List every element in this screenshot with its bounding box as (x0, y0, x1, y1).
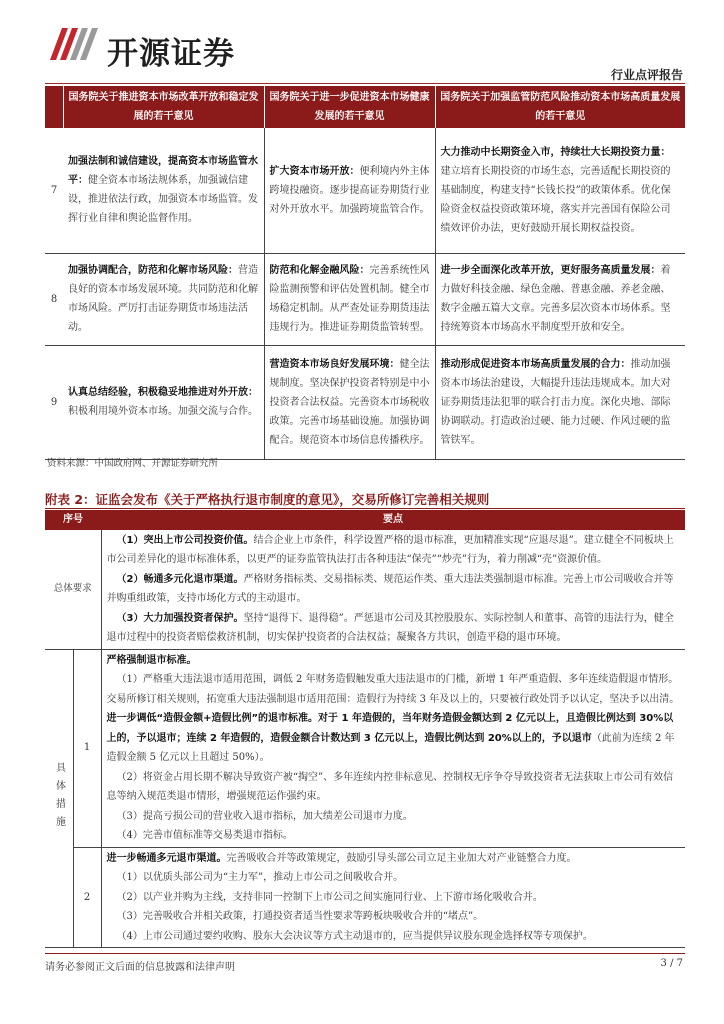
table-row-overall (45, 530, 685, 650)
table-cell: 认真总结经验，积极稳妥地推进对外开放：积极利用境外资本市场。加强交流与合作。 (63, 345, 264, 459)
page-footer (45, 958, 685, 973)
row-index: 7 (45, 128, 63, 253)
table-cell: 扩大资本市场开放：便利境内外主体跨境投融资。逐步提高证券期货行业对外开放水平。加强跨境监管合作。 (264, 128, 435, 253)
table-cell: 加强法制和诚信建设，提高资本市场监管水平：健全资本市场法规体系，加强诚信建设，推进依法行政，加强资本市场监管。发挥行业自律和舆论监督作用。 (63, 128, 264, 253)
table-cell: 严格强制退市标准。 （1）严格重大违法退市适用范围，调低 2 年财务造假触发重大违法退市的门槛，新增 1 年严重造假、多年连续造假退市情形。交易所修订相关规则，拓宽重大违法强制退市适用范围：造假行为持续 3 年及以上的，只要被行政处罚予以认定，坚决予以出清。进一步调低“造假金额+造假比例”的退市标准。对于 1 年造假的，当年财务造假金额达到 2 亿元以上，且造假比例达到 30%以上的，予以退市；连续 2 年造假的，造假金额合计数达到 3 亿元以上，造假比例达到 20%以上的，予以退市（此前为连续 2 年造假金额 5 亿元以上且超过 50%）。 （2）将资金占用长期不解决导致资产被“掏空”、多年连续内控非标意见、控制权无序争夺导致投资者无法获取上市公司有效信息等纳入规范类退市情形，增强规范运作强约束。 （3）提高亏损公司的营业收入退市指标，加大绩差公司退市力度。 （4）完善市值标准等交易类退市指标。 (101, 649, 685, 847)
table-header-row (45, 510, 685, 530)
section-divider (45, 508, 685, 509)
legal-disclaimer: 请务必参阅正文后面的信息披露和法律声明 (45, 962, 235, 973)
section-title: 附表 2：证监会发布《关于严格执行退市制度的意见》，交易所修订完善相关规则 (45, 492, 490, 507)
table-header-row (45, 86, 685, 128)
table-cell: 推动形成促进资本市场高质量发展的合力：推动加强资本市场法治建设，大幅提升违法违规成本。加大对证券期货违法犯罪的联合打击力度。深化央地、部际协调联动。打造政治过硬、能力过硬、作风过硬的监管铁军。 (435, 345, 685, 459)
table-cell: 大力推动中长期资金入市，持续壮大长期投资力量：建立培育长期投资的市场生态，完善适配长期投资的基础制度，构建支持“长钱长投”的政策体系。优化保险资金权益投资政策环境，落实并完善国有保险公司绩效评价办法，更好鼓励开展长期权益投资。 (435, 128, 685, 253)
policy-comparison-table (45, 86, 685, 460)
row-index: 8 (45, 253, 63, 345)
page-header (45, 18, 685, 80)
table-row-measure-1 (45, 649, 685, 847)
table-cell: 营造资本市场良好发展环境：健全法规制度。坚决保护投资者特别是中小投资者合法权益。完善资本市场税收政策。完善市场基础设施。加强协调配合。规范资本市场信息传播秩序。 (264, 345, 435, 459)
column-header-index (45, 86, 63, 128)
table-row (45, 128, 685, 253)
row-index: 2 (73, 847, 101, 948)
footer-divider (45, 953, 685, 954)
column-header-points: 要点 (101, 510, 685, 530)
brand-logo-icon (48, 24, 100, 64)
row-label-overall: 总体要求 (45, 530, 101, 650)
row-index: 9 (45, 345, 63, 459)
column-header-seq: 序号 (45, 510, 101, 530)
table-cell: 防范和化解金融风险：完善系统性风险监测预警和评估处置机制。健全市场稳定机制。从严查处证券期货违法违规行为。推进证券期货监管转型。 (264, 253, 435, 345)
delisting-rules-table (45, 510, 685, 948)
column-header: 国务院关于推进资本市场改革开放和稳定发展的若干意见 (63, 86, 264, 128)
column-header: 国务院关于进一步促进资本市场健康发展的若干意见 (264, 86, 435, 128)
row-index: 1 (73, 649, 101, 847)
row-label-measures: 具体措施 (45, 649, 73, 948)
table-row (45, 345, 685, 459)
table-cell: 进一步全面深化改革开放，更好服务高质量发展：着力做好科技金融、绿色金融、普惠金融、养老金融、数字金融五篇大文章。完善多层次资本市场体系。坚持统筹资本市场高水平制度型开放和安全。 (435, 253, 685, 345)
table-cell: 加强协调配合，防范和化解市场风险：营造良好的资本市场发展环境。共同防范和化解市场风险。严厉打击证券期货市场违法活动。 (63, 253, 264, 345)
table-source-note: 资料来源：中国政府网、开源证券研究所 (47, 458, 219, 469)
report-type: 行业点评报告 (610, 68, 683, 82)
header-divider (45, 83, 685, 84)
column-header: 国务院关于加强监管防范风险推动资本市场高质量发展的若干意见 (435, 86, 685, 128)
table-cell: （1）突出上市公司投资价值。结合企业上市条件，科学设置严格的退市标准，更加精准实现“应退尽退”。建立健全不同板块上市公司差异化的退市标准体系，以更严的证券监管执法打击各种违法“保壳”“炒壳”行为，着力削减“壳”资源价值。 （2）畅通多元化退市渠道。严格财务指标类、交易指标类、规范运作类、重大违法类强制退市标准。完善上市公司吸收合并等并购重组政策，支持市场化方式的主动退市。 （3）大力加强投资者保护。坚持“退得下、退得稳”。严惩退市公司及其控股股东、实际控制人和董事、高管的违法行为，健全退市过程中的投资者赔偿救济机制，切实保护投资者的合法权益；凝聚各方共识，创造平稳的退市环境。 (101, 530, 685, 650)
table-row (45, 253, 685, 345)
table-row-measure-2 (45, 847, 685, 948)
brand-name: 开源证券 (107, 36, 235, 72)
table-cell: 进一步畅通多元退市渠道。完善吸收合并等政策规定，鼓励引导头部公司立足主业加大对产业链整合力度。 （1）以优质头部公司为“主力军”，推动上市公司之间吸收合并。 （2）以产业并购为主线，支持非同一控制下上市公司之间实施同行业、上下游市场化吸收合并。 （3）完善吸收合并相关政策，打通投资者适当性要求等跨板块吸收合并的“堵点”。 （4）上市公司通过要约收购、股东大会决议等方式主动退市的，应当提供异议股东现金选择权等专项保护。 (101, 847, 685, 948)
page-number: 3 / 7 (660, 958, 683, 969)
